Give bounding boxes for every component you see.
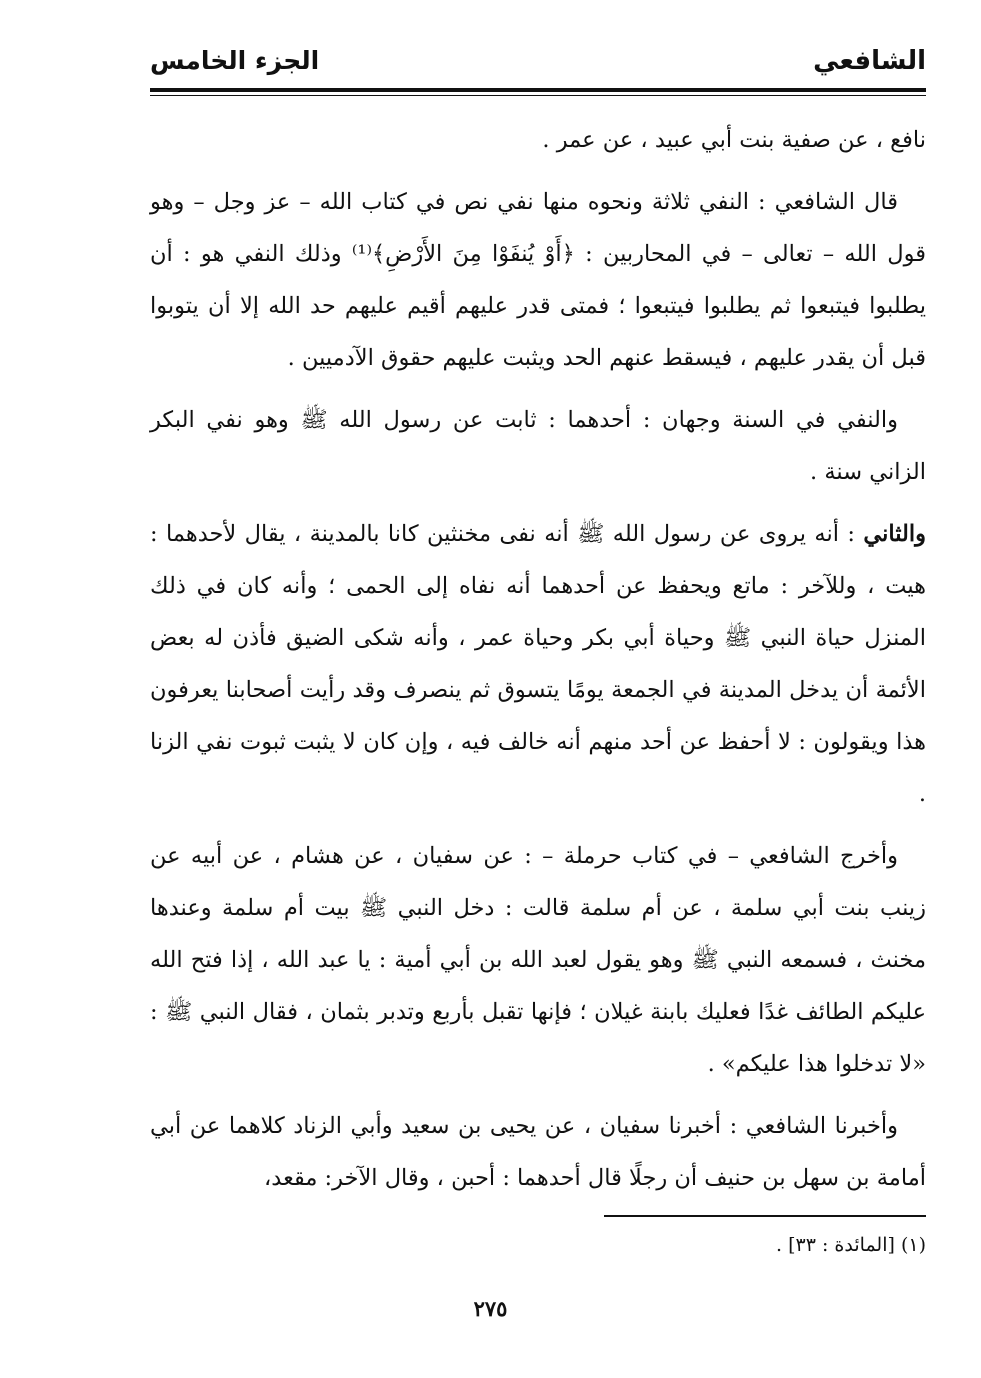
- footnote: (١) [المائدة : ٣٣] .: [776, 1234, 926, 1256]
- part-title: الجزء الخامس: [150, 46, 320, 75]
- page-number: ٢٧٥: [473, 1296, 508, 1321]
- paragraph-lead: والثاني: [863, 521, 926, 547]
- paragraph-4: [150, 508, 926, 820]
- paragraph-6: [150, 1100, 926, 1204]
- paragraph-text: وأخرج الشافعي – في كتاب حرملة – : عن سفيان ، عن هشام ، عن أبيه عن زينب بنت أبي سلمة ، عن أم سلمة قالت : دخل النبي ﷺ بيت أم سلمة وعندها مخنث ، فسمعه النبي ﷺ وهو يقول لعبد الله بن أبي أمية : يا عبد الله ، إذا فتح الله عليكم الطائف غدًا فعليك بابنة غيلان ؛ فإنها تقبل بأربع وتدبر بثمان ، فقال النبي ﷺ : «لا تدخلوا هذا عليكم» .: [150, 843, 926, 1077]
- paragraph-5: [150, 830, 926, 1090]
- paragraph-text: والنفي في السنة وجهان : أحدهما : ثابت عن رسول الله ﷺ وهو نفي البكر الزاني سنة .: [150, 407, 926, 485]
- paragraph-text: قال الشافعي : النفي ثلاثة ونحوه منها نفي نص في كتاب الله – عز وجل – وهو قول الله – تعالى – في المحاربين : ﴿أَوْ يُنفَوْا مِنَ الأَرْضِ﴾⁽¹⁾ وذلك النفي هو : أن يطلبوا فيتبعوا ثم يطلبوا فيتبعوا ؛ فمتى قدر عليهم أقيم عليهم حد الله إلا أن يتوبوا قبل أن يقدر عليهم ، فيسقط عنهم الحد ويثبت عليهم حقوق الآدميين .: [150, 189, 926, 371]
- paragraph-1: [150, 114, 926, 166]
- paragraph-text: نافع ، عن صفية بنت أبي عبيد ، عن عمر .: [542, 127, 926, 153]
- header-rule-thin: [150, 95, 926, 96]
- paragraph-2: [150, 176, 926, 384]
- paragraph-3: [150, 394, 926, 498]
- paragraph-text: وأخبرنا الشافعي : أخبرنا سفيان ، عن يحيى بن سعيد وأبي الزناد كلاهما عن أبي أمامة بن سهل بن حنيف أن رجلًا قال أحدهما : أحبن ، وقال الآخر: مقعد،: [150, 1113, 926, 1191]
- main-text: [150, 114, 926, 1214]
- running-header: [150, 40, 926, 86]
- paragraph-text: : أنه يروى عن رسول الله ﷺ أنه نفى مخنثين كانا بالمدينة ، يقال لأحدهما : هيت ، وللآخر : ماتع ويحفظ عن أحدهما أنه نفاه إلى الحمى ؛ وأنه كان في ذلك المنزل حياة النبي ﷺ وحياة أبي بكر وحياة عمر ، وأنه شكى الضيق فأذن له بعض الأئمة أن يدخل المدينة في الجمعة يومًا يتسوق ثم ينصرف وقد رأيت أصحابنا يعرفون هذا ويقولون : لا أحفظ عن أحد منهم أنه خالف فيه ، وإن كان لا يثبت ثبوت نفي الزنا .: [150, 521, 926, 807]
- footnote-separator: [604, 1215, 926, 1217]
- header-rule-thick: [150, 88, 926, 92]
- book-title: الشافعي: [813, 46, 926, 76]
